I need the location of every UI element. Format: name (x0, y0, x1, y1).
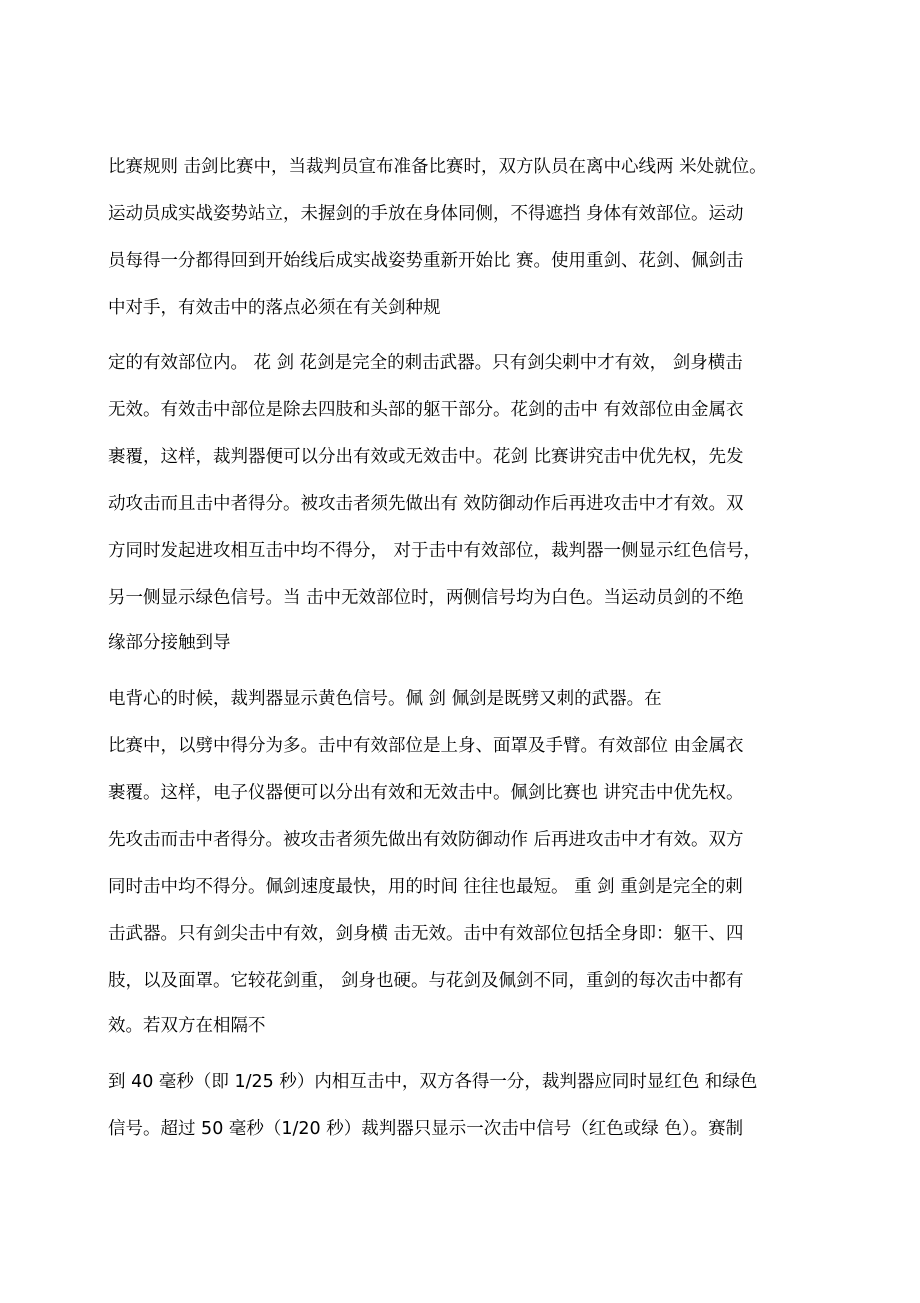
text-line: 比赛中，以劈中得分为多。击中有效部位是上身、面罩及手臂。有效部位 由金属衣 (108, 736, 744, 756)
text-line: 信号。超过 50 毫秒（1/20 秒）裁判器只显示一次击中信号（红色或绿 色）。赛制 (108, 1119, 744, 1139)
text-line: 方同时发起进攻相互击中均不得分， 对于击中有效部位，裁判器一侧显示红色信号， (108, 541, 762, 561)
text-line: 裹覆，这样，裁判器便可以分出有效或无效击中。花剑 比赛讲究击中优先权，先发 (108, 447, 744, 467)
text-line: 裹覆。这样，电子仪器便可以分出有效和无效击中。佩剑比赛也 讲究击中优先权。 (108, 783, 744, 803)
text-line: 到 40 毫秒（即 1/25 秒）内相互击中，双方各得一分，裁判器应同时显红色 和绿色 (108, 1072, 758, 1092)
text-line: 击武器。只有剑尖击中有效，剑身横 击无效。击中有效部位包括全身即：躯干、四 (108, 924, 744, 944)
text-line: 无效。有效击中部位是除去四肢和头部的躯干部分。花剑的击中 有效部位由金属衣 (108, 400, 744, 420)
text-line: 员每得一分都得回到开始线后成实战姿势重新开始比 赛。使用重剑、花剑、佩剑击 (108, 251, 744, 271)
text-line: 缘部分接触到导 (108, 633, 231, 653)
text-line: 肢，以及面罩。它较花剑重， 剑身也硬。与花剑及佩剑不同，重剑的每次击中都有 (108, 971, 744, 991)
text-line: 另一侧显示绿色信号。当 击中无效部位时，两侧信号均为白色。当运动员剑的不绝 (108, 588, 744, 608)
text-line: 同时击中均不得分。佩剑速度最快，用的时间 往往也最短。 重 剑 重剑是完全的刺 (108, 877, 743, 897)
text-line: 中对手，有效击中的落点必须在有关剑种规 (108, 298, 441, 318)
text-line: 运动员成实战姿势站立，未握剑的手放在身体同侧，不得遮挡 身体有效部位。运动 (108, 204, 744, 224)
text-line: 先攻击而击中者得分。被攻击者须先做出有效防御动作 后再进攻击中才有效。双方 (108, 830, 744, 850)
text-line: 动攻击而且击中者得分。被攻击者须先做出有 效防御动作后再进攻击中才有效。双 (108, 494, 744, 514)
text-line: 电背心的时候，裁判器显示黄色信号。佩 剑 佩剑是既劈又刺的武器。在 (108, 689, 662, 709)
text-line: 定的有效部位内。 花 剑 花剑是完全的刺击武器。只有剑尖刺中才有效， 剑身横击 (108, 353, 743, 373)
text-line: 效。若双方在相隔不 (108, 1016, 266, 1036)
text-line: 比赛规则 击剑比赛中，当裁判员宣布准备比赛时，双方队员在离中心线两 米处就位。 (108, 157, 767, 177)
